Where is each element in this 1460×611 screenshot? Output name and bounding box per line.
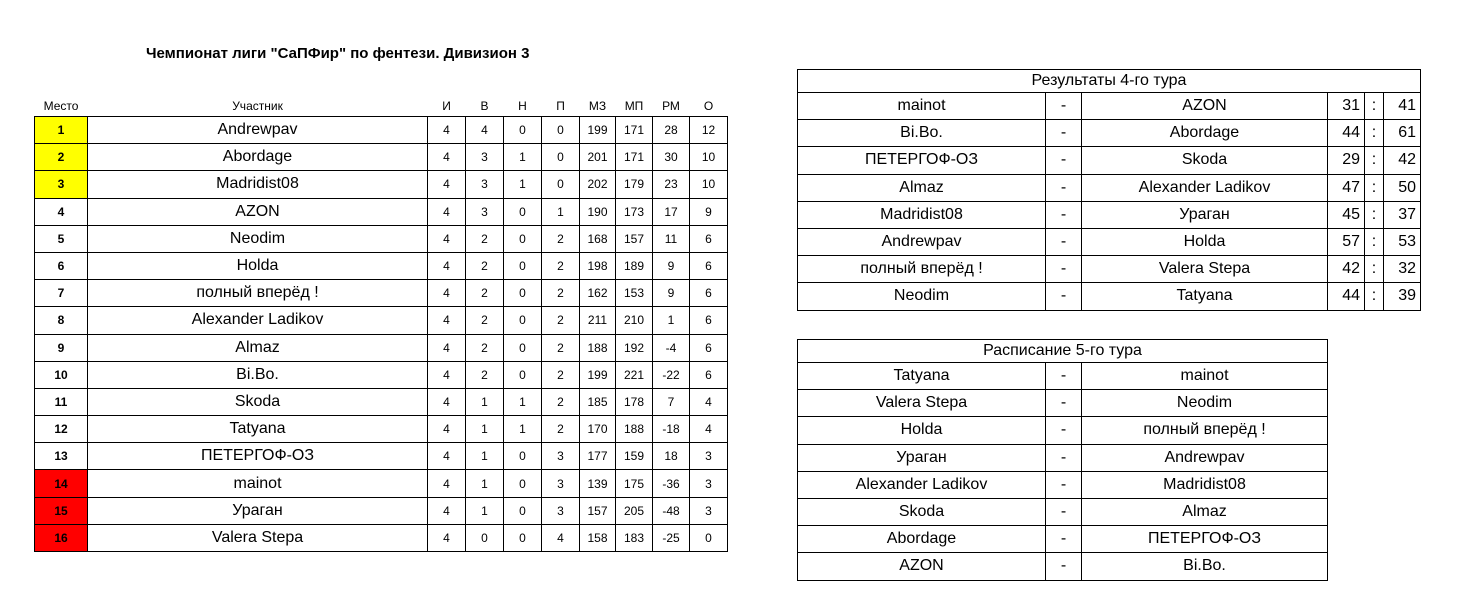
result-row bbox=[798, 147, 1421, 174]
scored-cell: 139 bbox=[580, 470, 616, 497]
home-team: mainot bbox=[798, 93, 1046, 120]
header-scored: МЗ bbox=[588, 99, 607, 113]
draws-cell: 0 bbox=[504, 198, 542, 225]
colon-separator: : bbox=[1365, 256, 1384, 283]
place-cell: 11 bbox=[35, 388, 88, 415]
result-row bbox=[798, 174, 1421, 201]
results-table bbox=[797, 69, 1421, 311]
points-cell: 4 bbox=[690, 388, 728, 415]
dash-separator: - bbox=[1046, 147, 1082, 174]
difference-cell: -18 bbox=[653, 416, 690, 443]
away-team: Holda bbox=[1082, 228, 1328, 255]
points-cell: 10 bbox=[690, 171, 728, 198]
dash-separator: - bbox=[1046, 120, 1082, 147]
games-cell: 4 bbox=[428, 252, 466, 279]
home-score: 42 bbox=[1328, 256, 1365, 283]
participant-cell: Tatyana bbox=[88, 416, 428, 443]
conceded-cell: 153 bbox=[616, 280, 653, 307]
difference-cell: 7 bbox=[653, 388, 690, 415]
away-score: 61 bbox=[1384, 120, 1421, 147]
draws-cell: 1 bbox=[504, 416, 542, 443]
header-losses: П bbox=[556, 99, 565, 113]
participant-cell: полный вперёд ! bbox=[88, 280, 428, 307]
points-cell: 3 bbox=[690, 497, 728, 524]
losses-cell: 2 bbox=[542, 361, 580, 388]
conceded-cell: 210 bbox=[616, 307, 653, 334]
difference-cell: 23 bbox=[653, 171, 690, 198]
colon-separator: : bbox=[1365, 283, 1384, 310]
difference-cell: 9 bbox=[653, 252, 690, 279]
colon-separator: : bbox=[1365, 201, 1384, 228]
away-team: Skoda bbox=[1082, 147, 1328, 174]
games-cell: 4 bbox=[428, 524, 466, 551]
colon-separator: : bbox=[1365, 120, 1384, 147]
home-team: Madridist08 bbox=[798, 201, 1046, 228]
away-score: 50 bbox=[1384, 174, 1421, 201]
place-cell: 2 bbox=[35, 144, 88, 171]
schedule-row bbox=[798, 471, 1328, 498]
conceded-cell: 171 bbox=[616, 144, 653, 171]
dash-separator: - bbox=[1046, 553, 1082, 580]
games-cell: 4 bbox=[428, 144, 466, 171]
wins-cell: 2 bbox=[466, 361, 504, 388]
header-points: О bbox=[703, 99, 714, 113]
conceded-cell: 192 bbox=[616, 334, 653, 361]
colon-separator: : bbox=[1365, 174, 1384, 201]
games-cell: 4 bbox=[428, 225, 466, 252]
away-team: Valera Stepa bbox=[1082, 256, 1328, 283]
conceded-cell: 179 bbox=[616, 171, 653, 198]
dash-separator: - bbox=[1046, 471, 1082, 498]
schedule-row bbox=[798, 444, 1328, 471]
draws-cell: 0 bbox=[504, 361, 542, 388]
table-row bbox=[35, 117, 728, 144]
home-team: полный вперёд ! bbox=[798, 256, 1046, 283]
games-cell: 4 bbox=[428, 443, 466, 470]
dash-separator: - bbox=[1046, 228, 1082, 255]
page-title: Чемпионат лиги "СаПФир" по фентези. Дивизион 3 bbox=[146, 45, 530, 62]
home-team: Neodim bbox=[798, 283, 1046, 310]
points-cell: 10 bbox=[690, 144, 728, 171]
place-cell: 10 bbox=[35, 361, 88, 388]
away-team: Ураган bbox=[1082, 201, 1328, 228]
wins-cell: 2 bbox=[466, 225, 504, 252]
draws-cell: 0 bbox=[504, 497, 542, 524]
difference-cell: 18 bbox=[653, 443, 690, 470]
points-cell: 6 bbox=[690, 252, 728, 279]
wins-cell: 0 bbox=[466, 524, 504, 551]
points-cell: 6 bbox=[690, 307, 728, 334]
wins-cell: 1 bbox=[466, 416, 504, 443]
scored-cell: 199 bbox=[580, 361, 616, 388]
home-score: 44 bbox=[1328, 120, 1365, 147]
points-cell: 6 bbox=[690, 334, 728, 361]
place-cell: 6 bbox=[35, 252, 88, 279]
scored-cell: 177 bbox=[580, 443, 616, 470]
place-cell: 16 bbox=[35, 524, 88, 551]
scored-cell: 199 bbox=[580, 117, 616, 144]
home-score: 57 bbox=[1328, 228, 1365, 255]
table-row bbox=[35, 280, 728, 307]
points-cell: 9 bbox=[690, 198, 728, 225]
standings-table bbox=[34, 96, 728, 552]
home-team: Skoda bbox=[798, 498, 1046, 525]
place-cell: 7 bbox=[35, 280, 88, 307]
losses-cell: 2 bbox=[542, 388, 580, 415]
table-row bbox=[35, 470, 728, 497]
away-team: Alexander Ladikov bbox=[1082, 174, 1328, 201]
away-team: AZON bbox=[1082, 93, 1328, 120]
dash-separator: - bbox=[1046, 174, 1082, 201]
scored-cell: 162 bbox=[580, 280, 616, 307]
wins-cell: 1 bbox=[466, 443, 504, 470]
draws-cell: 0 bbox=[504, 307, 542, 334]
participant-cell: Andrewpav bbox=[88, 117, 428, 144]
conceded-cell: 205 bbox=[616, 497, 653, 524]
points-cell: 12 bbox=[690, 117, 728, 144]
points-cell: 3 bbox=[690, 443, 728, 470]
wins-cell: 2 bbox=[466, 307, 504, 334]
schedule-row bbox=[798, 417, 1328, 444]
home-team: ПЕТЕРГОФ-ОЗ bbox=[798, 147, 1046, 174]
difference-cell: -48 bbox=[653, 497, 690, 524]
header-wins: В bbox=[480, 99, 489, 113]
conceded-cell: 189 bbox=[616, 252, 653, 279]
schedule-row bbox=[798, 498, 1328, 525]
participant-cell: Skoda bbox=[88, 388, 428, 415]
scored-cell: 188 bbox=[580, 334, 616, 361]
table-row bbox=[35, 416, 728, 443]
games-cell: 4 bbox=[428, 171, 466, 198]
place-cell: 9 bbox=[35, 334, 88, 361]
participant-cell: Holda bbox=[88, 252, 428, 279]
place-cell: 1 bbox=[35, 117, 88, 144]
games-cell: 4 bbox=[428, 198, 466, 225]
wins-cell: 4 bbox=[466, 117, 504, 144]
result-row bbox=[798, 201, 1421, 228]
losses-cell: 2 bbox=[542, 416, 580, 443]
place-cell: 13 bbox=[35, 443, 88, 470]
wins-cell: 3 bbox=[466, 144, 504, 171]
points-cell: 3 bbox=[690, 470, 728, 497]
home-score: 44 bbox=[1328, 283, 1365, 310]
draws-cell: 0 bbox=[504, 225, 542, 252]
away-team: Neodim bbox=[1082, 390, 1328, 417]
wins-cell: 3 bbox=[466, 171, 504, 198]
games-cell: 4 bbox=[428, 416, 466, 443]
dash-separator: - bbox=[1046, 498, 1082, 525]
away-team: Bi.Bo. bbox=[1082, 553, 1328, 580]
losses-cell: 2 bbox=[542, 225, 580, 252]
participant-cell: Almaz bbox=[88, 334, 428, 361]
away-team: Abordage bbox=[1082, 120, 1328, 147]
participant-cell: Valera Stepa bbox=[88, 524, 428, 551]
points-cell: 6 bbox=[690, 361, 728, 388]
losses-cell: 2 bbox=[542, 334, 580, 361]
scored-cell: 202 bbox=[580, 171, 616, 198]
away-score: 39 bbox=[1384, 283, 1421, 310]
table-row bbox=[35, 361, 728, 388]
scored-cell: 170 bbox=[580, 416, 616, 443]
losses-cell: 2 bbox=[542, 280, 580, 307]
conceded-cell: 157 bbox=[616, 225, 653, 252]
table-row bbox=[35, 144, 728, 171]
home-score: 29 bbox=[1328, 147, 1365, 174]
schedule-row bbox=[798, 390, 1328, 417]
away-score: 41 bbox=[1384, 93, 1421, 120]
place-cell: 14 bbox=[35, 470, 88, 497]
home-score: 45 bbox=[1328, 201, 1365, 228]
results-caption: Результаты 4-го тура bbox=[798, 70, 1421, 93]
table-row bbox=[35, 443, 728, 470]
participant-cell: ПЕТЕРГОФ-ОЗ bbox=[88, 443, 428, 470]
points-cell: 6 bbox=[690, 280, 728, 307]
scored-cell: 185 bbox=[580, 388, 616, 415]
away-team: Almaz bbox=[1082, 498, 1328, 525]
difference-cell: -25 bbox=[653, 524, 690, 551]
away-team: Andrewpav bbox=[1082, 444, 1328, 471]
games-cell: 4 bbox=[428, 470, 466, 497]
difference-cell: -36 bbox=[653, 470, 690, 497]
schedule-caption: Расписание 5-го тура bbox=[798, 340, 1328, 363]
conceded-cell: 188 bbox=[616, 416, 653, 443]
scored-cell: 190 bbox=[580, 198, 616, 225]
home-team: Almaz bbox=[798, 174, 1046, 201]
header-draws: Н bbox=[518, 99, 527, 113]
draws-cell: 0 bbox=[504, 117, 542, 144]
home-score: 47 bbox=[1328, 174, 1365, 201]
scored-cell: 158 bbox=[580, 524, 616, 551]
conceded-cell: 221 bbox=[616, 361, 653, 388]
conceded-cell: 178 bbox=[616, 388, 653, 415]
losses-cell: 0 bbox=[542, 117, 580, 144]
games-cell: 4 bbox=[428, 334, 466, 361]
schedule-table bbox=[797, 339, 1328, 581]
draws-cell: 1 bbox=[504, 171, 542, 198]
result-row bbox=[798, 228, 1421, 255]
table-row bbox=[35, 252, 728, 279]
scored-cell: 168 bbox=[580, 225, 616, 252]
wins-cell: 2 bbox=[466, 252, 504, 279]
place-cell: 12 bbox=[35, 416, 88, 443]
home-score: 31 bbox=[1328, 93, 1365, 120]
away-score: 32 bbox=[1384, 256, 1421, 283]
table-row bbox=[35, 307, 728, 334]
difference-cell: 28 bbox=[653, 117, 690, 144]
table-row bbox=[35, 334, 728, 361]
schedule-row bbox=[798, 526, 1328, 553]
participant-cell: Ураган bbox=[88, 497, 428, 524]
away-score: 53 bbox=[1384, 228, 1421, 255]
away-team: полный вперёд ! bbox=[1082, 417, 1328, 444]
result-row bbox=[798, 283, 1421, 310]
colon-separator: : bbox=[1365, 147, 1384, 174]
home-team: Alexander Ladikov bbox=[798, 471, 1046, 498]
losses-cell: 4 bbox=[542, 524, 580, 551]
schedule-row bbox=[798, 363, 1328, 390]
games-cell: 4 bbox=[428, 388, 466, 415]
colon-separator: : bbox=[1365, 93, 1384, 120]
dash-separator: - bbox=[1046, 363, 1082, 390]
table-row bbox=[35, 225, 728, 252]
header-participant: Участник bbox=[232, 99, 283, 113]
difference-cell: -22 bbox=[653, 361, 690, 388]
participant-cell: mainot bbox=[88, 470, 428, 497]
away-team: mainot bbox=[1082, 363, 1328, 390]
points-cell: 0 bbox=[690, 524, 728, 551]
difference-cell: 9 bbox=[653, 280, 690, 307]
losses-cell: 0 bbox=[542, 171, 580, 198]
games-cell: 4 bbox=[428, 361, 466, 388]
difference-cell: -4 bbox=[653, 334, 690, 361]
draws-cell: 0 bbox=[504, 280, 542, 307]
away-score: 37 bbox=[1384, 201, 1421, 228]
losses-cell: 1 bbox=[542, 198, 580, 225]
draws-cell: 0 bbox=[504, 334, 542, 361]
conceded-cell: 171 bbox=[616, 117, 653, 144]
header-place: Место bbox=[43, 99, 79, 113]
losses-cell: 3 bbox=[542, 443, 580, 470]
home-team: Tatyana bbox=[798, 363, 1046, 390]
place-cell: 15 bbox=[35, 497, 88, 524]
dash-separator: - bbox=[1046, 256, 1082, 283]
participant-cell: Abordage bbox=[88, 144, 428, 171]
dash-separator: - bbox=[1046, 526, 1082, 553]
wins-cell: 1 bbox=[466, 470, 504, 497]
header-games: И bbox=[442, 99, 451, 113]
wins-cell: 1 bbox=[466, 497, 504, 524]
dash-separator: - bbox=[1046, 417, 1082, 444]
schedule-row bbox=[798, 553, 1328, 580]
conceded-cell: 173 bbox=[616, 198, 653, 225]
points-cell: 4 bbox=[690, 416, 728, 443]
home-team: Ураган bbox=[798, 444, 1046, 471]
conceded-cell: 175 bbox=[616, 470, 653, 497]
home-team: Bi.Bo. bbox=[798, 120, 1046, 147]
draws-cell: 0 bbox=[504, 252, 542, 279]
draws-cell: 1 bbox=[504, 388, 542, 415]
result-row bbox=[798, 120, 1421, 147]
points-cell: 6 bbox=[690, 225, 728, 252]
dash-separator: - bbox=[1046, 93, 1082, 120]
games-cell: 4 bbox=[428, 280, 466, 307]
losses-cell: 2 bbox=[542, 307, 580, 334]
losses-cell: 2 bbox=[542, 252, 580, 279]
conceded-cell: 159 bbox=[616, 443, 653, 470]
wins-cell: 1 bbox=[466, 388, 504, 415]
wins-cell: 3 bbox=[466, 198, 504, 225]
table-row bbox=[35, 497, 728, 524]
draws-cell: 0 bbox=[504, 470, 542, 497]
participant-cell: Alexander Ladikov bbox=[88, 307, 428, 334]
table-row bbox=[35, 171, 728, 198]
wins-cell: 2 bbox=[466, 334, 504, 361]
participant-cell: Neodim bbox=[88, 225, 428, 252]
dash-separator: - bbox=[1046, 283, 1082, 310]
losses-cell: 0 bbox=[542, 144, 580, 171]
scored-cell: 211 bbox=[580, 307, 616, 334]
home-team: Abordage bbox=[798, 526, 1046, 553]
games-cell: 4 bbox=[428, 307, 466, 334]
draws-cell: 1 bbox=[504, 144, 542, 171]
difference-cell: 1 bbox=[653, 307, 690, 334]
dash-separator: - bbox=[1046, 444, 1082, 471]
participant-cell: Bi.Bo. bbox=[88, 361, 428, 388]
place-cell: 8 bbox=[35, 307, 88, 334]
colon-separator: : bbox=[1365, 228, 1384, 255]
draws-cell: 0 bbox=[504, 524, 542, 551]
wins-cell: 2 bbox=[466, 280, 504, 307]
conceded-cell: 183 bbox=[616, 524, 653, 551]
place-cell: 3 bbox=[35, 171, 88, 198]
participant-cell: Madridist08 bbox=[88, 171, 428, 198]
scored-cell: 157 bbox=[580, 497, 616, 524]
dash-separator: - bbox=[1046, 390, 1082, 417]
standings-header bbox=[35, 96, 728, 117]
place-cell: 4 bbox=[35, 198, 88, 225]
result-row bbox=[798, 93, 1421, 120]
away-team: Tatyana bbox=[1082, 283, 1328, 310]
home-team: Holda bbox=[798, 417, 1046, 444]
scored-cell: 201 bbox=[580, 144, 616, 171]
losses-cell: 3 bbox=[542, 470, 580, 497]
header-difference: РМ bbox=[662, 99, 680, 113]
difference-cell: 30 bbox=[653, 144, 690, 171]
header-conceded: МП bbox=[624, 99, 644, 113]
home-team: Andrewpav bbox=[798, 228, 1046, 255]
away-team: ПЕТЕРГОФ-ОЗ bbox=[1082, 526, 1328, 553]
table-row bbox=[35, 524, 728, 551]
losses-cell: 3 bbox=[542, 497, 580, 524]
table-row bbox=[35, 198, 728, 225]
games-cell: 4 bbox=[428, 497, 466, 524]
games-cell: 4 bbox=[428, 117, 466, 144]
home-team: AZON bbox=[798, 553, 1046, 580]
dash-separator: - bbox=[1046, 201, 1082, 228]
scored-cell: 198 bbox=[580, 252, 616, 279]
draws-cell: 0 bbox=[504, 443, 542, 470]
home-team: Valera Stepa bbox=[798, 390, 1046, 417]
away-team: Madridist08 bbox=[1082, 471, 1328, 498]
place-cell: 5 bbox=[35, 225, 88, 252]
difference-cell: 11 bbox=[653, 225, 690, 252]
difference-cell: 17 bbox=[653, 198, 690, 225]
participant-cell: AZON bbox=[88, 198, 428, 225]
result-row bbox=[798, 256, 1421, 283]
table-row bbox=[35, 388, 728, 415]
away-score: 42 bbox=[1384, 147, 1421, 174]
